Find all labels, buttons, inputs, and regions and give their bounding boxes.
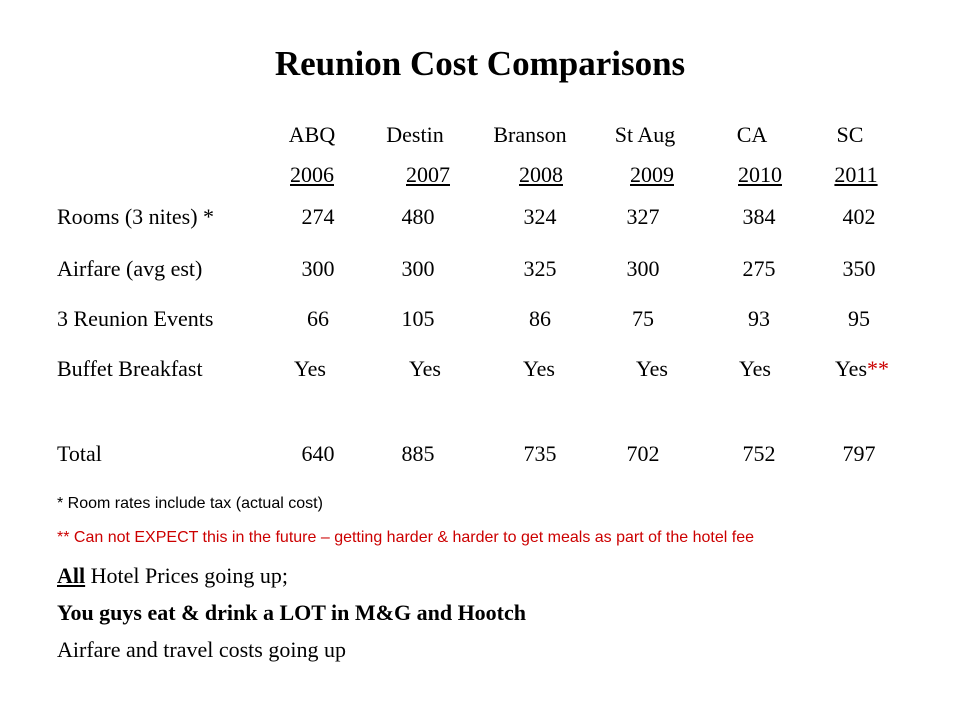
note-hotel-prices: [57, 563, 288, 589]
note-eat-drink: You guys eat & drink a LOT in M&G and Hootch: [57, 600, 527, 625]
footnote-marker: **: [867, 356, 890, 381]
table-cell: Yes: [522, 356, 555, 381]
column-header-place: St Aug: [614, 122, 676, 147]
row-label-breakfast: Buffet Breakfast: [57, 356, 203, 381]
table-cell: 75: [632, 306, 654, 331]
row-label-rooms: Rooms (3 nites) *: [57, 204, 215, 229]
row-label-events: 3 Reunion Events: [57, 306, 214, 331]
table-cell: Yes: [408, 356, 441, 381]
table-cell: 66: [307, 306, 329, 331]
note-room-rates: * Room rates include tax (actual cost): [57, 495, 323, 512]
table-cell: 702: [626, 441, 660, 466]
table-cell: 797: [842, 441, 876, 466]
table-cell-value: Yes: [835, 356, 868, 381]
table-cell: [805, 356, 925, 382]
table-cell: 885: [401, 441, 435, 466]
table-cell: 480: [401, 204, 435, 229]
table-cell: 324: [523, 204, 557, 229]
table-cell: Yes: [738, 356, 771, 381]
table-cell: 327: [626, 204, 660, 229]
table-cell: 384: [742, 204, 776, 229]
column-header-place: Branson: [493, 122, 567, 147]
table-cell: 300: [301, 256, 335, 281]
note-airfare: Airfare and travel costs going up: [57, 637, 346, 662]
table-cell: 300: [401, 256, 435, 281]
page-title: Reunion Cost Comparisons: [274, 44, 686, 83]
note-breakfast-warning: ** Can not EXPECT this in the future – getting harder & harder to get meals as part of the hotel fee: [57, 529, 754, 546]
column-header-year: 2006: [290, 162, 334, 187]
table-cell: 300: [626, 256, 660, 281]
column-header-year: 2011: [834, 162, 878, 187]
column-header-year: 2010: [738, 162, 782, 187]
table-cell: 402: [842, 204, 876, 229]
table-cell: 274: [301, 204, 335, 229]
table-cell: 93: [748, 306, 770, 331]
column-header-place: SC: [836, 122, 864, 147]
table-cell: 325: [523, 256, 557, 281]
row-label-total: Total: [57, 441, 102, 466]
table-cell: 640: [301, 441, 335, 466]
column-header-place: Destin: [386, 122, 444, 147]
table-cell: 275: [742, 256, 776, 281]
note-hotel-prices-emphasis: All: [57, 563, 86, 588]
column-header-year: 2009: [630, 162, 674, 187]
table-cell: 95: [848, 306, 870, 331]
note-hotel-prices-text: Hotel Prices going up;: [85, 563, 288, 588]
table-cell: 735: [523, 441, 557, 466]
table-cell: 752: [742, 441, 776, 466]
column-header-year: 2007: [406, 162, 450, 187]
column-header-year: 2008: [519, 162, 563, 187]
column-header-place: CA: [736, 122, 768, 147]
row-label-airfare: Airfare (avg est): [57, 256, 203, 281]
table-cell: 86: [529, 306, 551, 331]
table-cell: 350: [842, 256, 876, 281]
table-cell: 105: [401, 306, 435, 331]
column-header-place: ABQ: [288, 122, 336, 147]
table-cell: Yes: [293, 356, 326, 381]
table-cell: Yes: [635, 356, 668, 381]
